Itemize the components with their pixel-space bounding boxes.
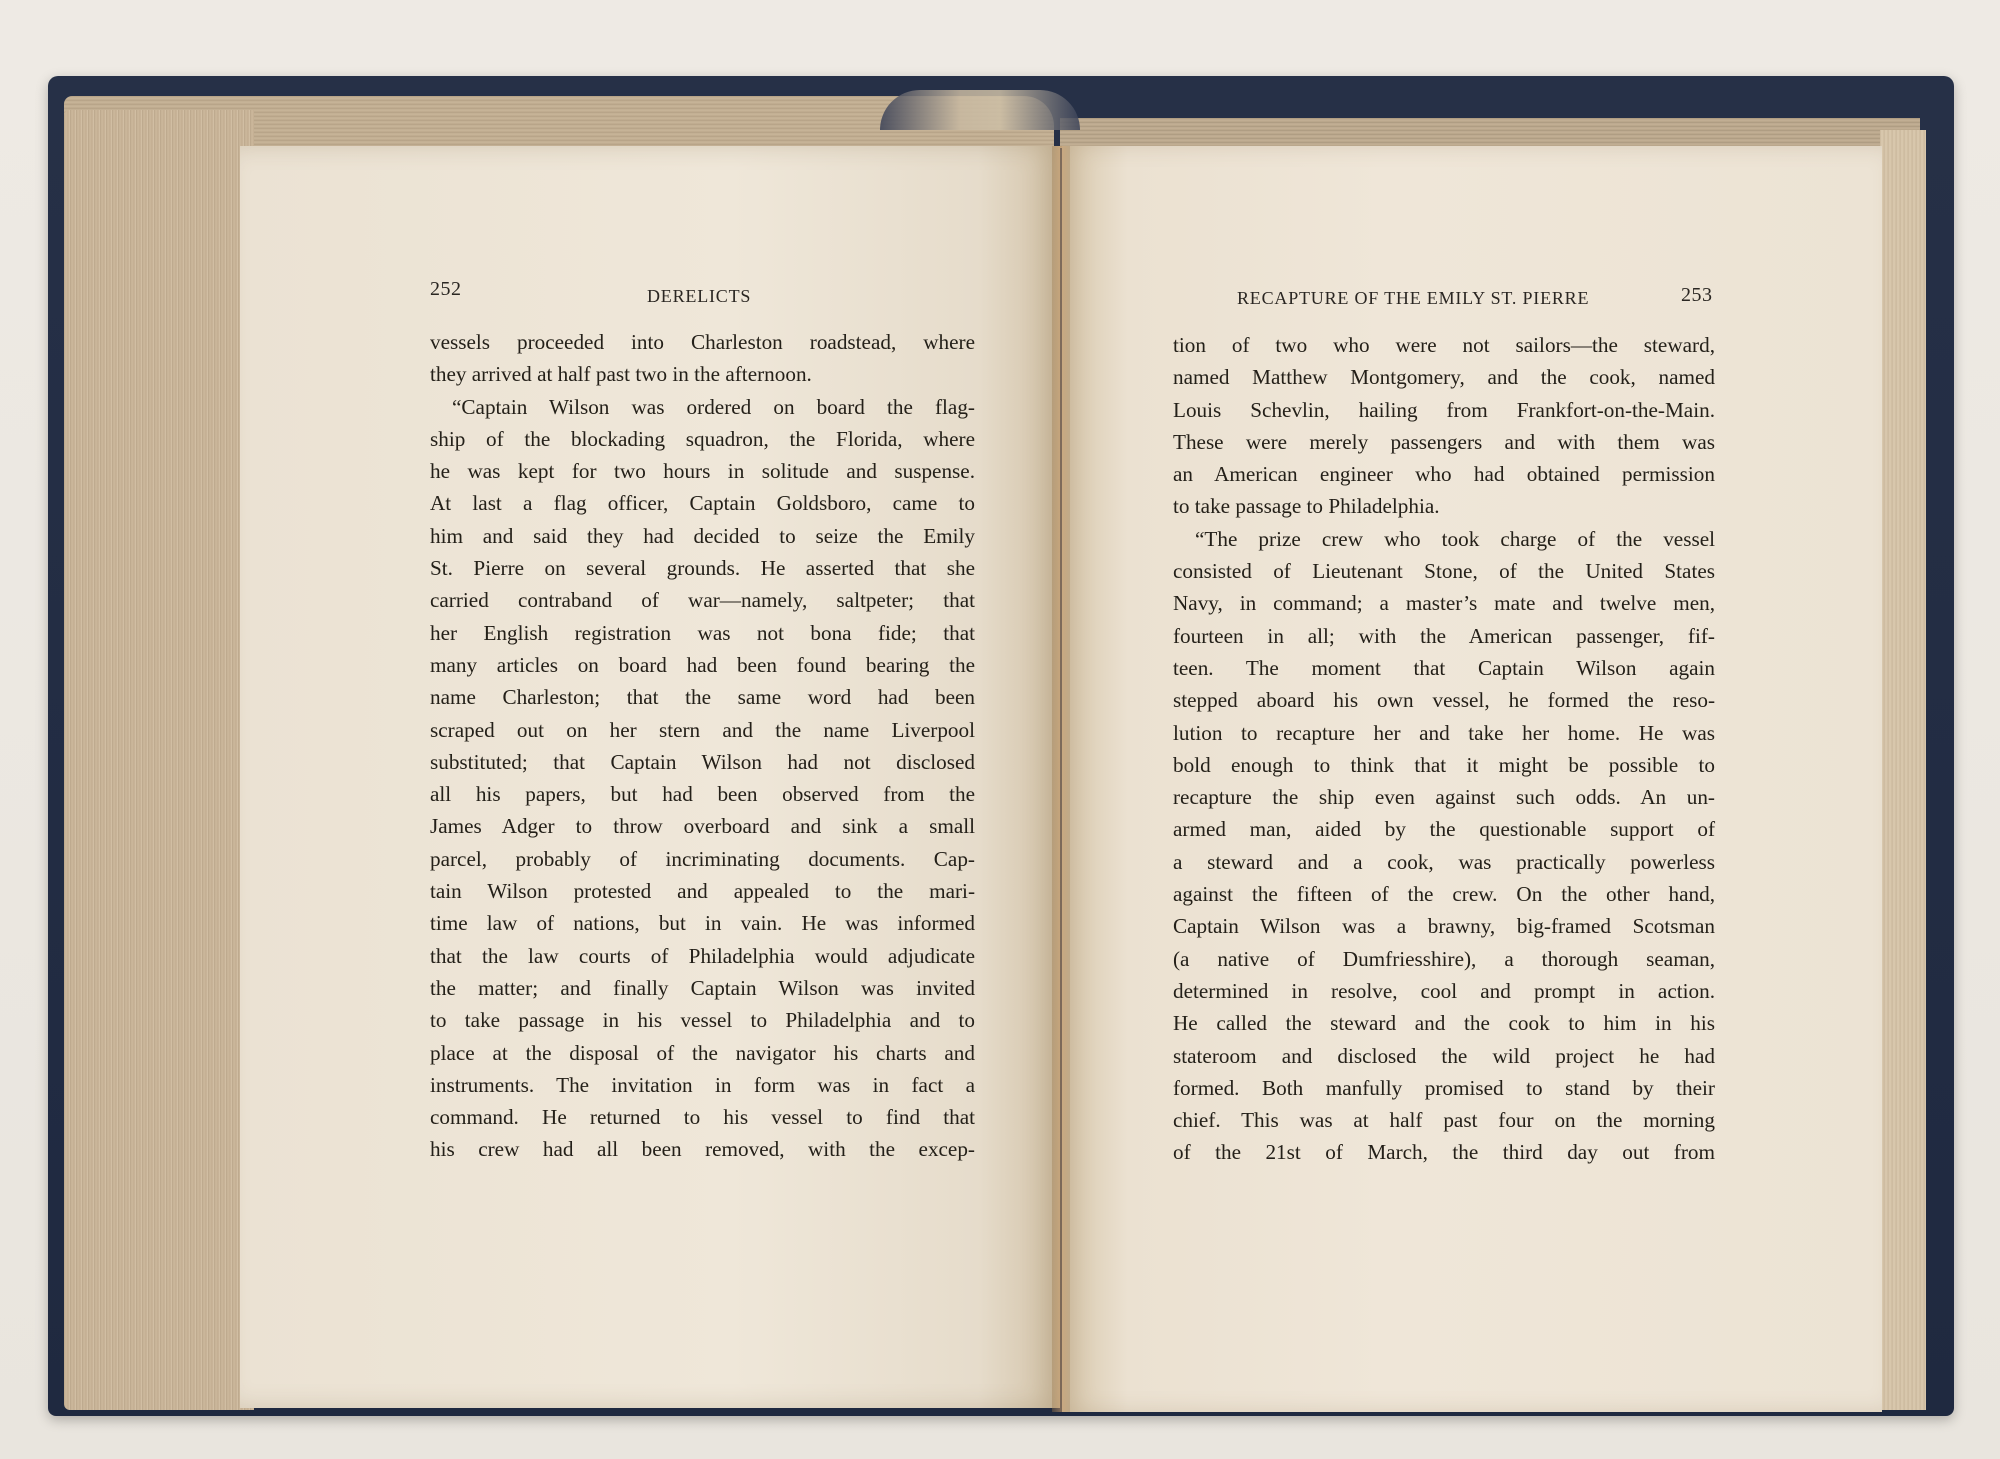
text-line: “Captain Wilson was ordered on board the flag- (452, 394, 975, 419)
text-line: determined in resolve, cool and prompt in action. (1173, 978, 1715, 1003)
text-line: that the law courts of Philadelphia would adjudicate (430, 943, 975, 968)
text-line: place at the disposal of the navigator his charts and (430, 1040, 975, 1065)
text-line: recapture the ship even against such odds. An un- (1173, 785, 1715, 810)
text-line: her English registration was not bona fide; that (430, 620, 975, 645)
text-line: substituted; that Captain Wilson had not disclosed (430, 749, 975, 774)
text-line: the matter; and finally Captain Wilson was invited (430, 975, 975, 1000)
page-edges-top-right (1060, 118, 1920, 148)
left-page-number: 252 (430, 278, 462, 300)
text-line: a steward and a cook, was practically powerless (1173, 849, 1715, 874)
text-line: Navy, in command; a master’s mate and twelve men, (1173, 591, 1715, 616)
text-line: many articles on board had been found bearing the (430, 652, 975, 677)
book-gutter (1052, 146, 1070, 1412)
left-page-text (430, 326, 975, 1166)
text-line: consisted of Lieutenant Stone, of the United States (1173, 559, 1715, 584)
page-edges-left (64, 110, 254, 1410)
text-line: St. Pierre on several grounds. He asserted that she (430, 556, 975, 581)
text-line: carried contraband of war—namely, saltpeter; that (430, 588, 975, 613)
text-line: vessels proceeded into Charleston roadstead, where (430, 330, 975, 354)
text-line: bold enough to think that it might be possible to (1173, 752, 1715, 777)
right-page-number: 253 (1681, 284, 1713, 306)
text-line: These were merely passengers and with them was (1173, 429, 1715, 454)
text-line: chief. This was at half past four on the morning (1173, 1108, 1715, 1133)
text-line: parcel, probably of incriminating documents. Cap- (430, 846, 975, 871)
text-line: named Matthew Montgomery, and the cook, named (1173, 365, 1715, 390)
right-page-text (1173, 329, 1715, 1169)
text-line: him and said they had decided to seize the Emily (430, 523, 975, 548)
text-line: (a native of Dumfriesshire), a thorough seaman, (1173, 946, 1715, 971)
text-line: “The prize crew who took charge of the vessel (1195, 526, 1715, 551)
text-line: an American engineer who had obtained permission (1173, 462, 1715, 487)
text-line: he was kept for two hours in solitude and suspense. (430, 459, 975, 484)
text-line: command. He returned to his vessel to find that (430, 1105, 975, 1130)
text-line: He called the steward and the cook to him in his (1173, 1011, 1715, 1036)
text-line: all his papers, but had been observed from the (430, 782, 975, 807)
text-line: name Charleston; that the same word had been (430, 685, 975, 710)
text-line: time law of nations, but in vain. He was informed (430, 911, 975, 936)
text-line: stepped aboard his own vessel, he formed the reso- (1173, 688, 1715, 713)
text-line: lution to recapture her and take her home. He was (1173, 720, 1715, 745)
text-line: instruments. The invitation in form was in fact a (430, 1072, 975, 1097)
text-line: tain Wilson protested and appealed to the mari- (430, 879, 975, 904)
text-line: Louis Schevlin, hailing from Frankfort-on-the-Main. (1173, 397, 1715, 422)
text-line: his crew had all been removed, with the excep- (430, 1137, 975, 1162)
text-line: teen. The moment that Captain Wilson again (1173, 655, 1715, 680)
text-line: of the 21st of March, the third day out from (1173, 1140, 1715, 1165)
text-line: stateroom and disclosed the wild project he had (1173, 1043, 1715, 1068)
left-running-head: DERELICTS (647, 286, 752, 306)
text-line: James Adger to throw overboard and sink a small (430, 814, 975, 839)
text-line: to take passage in his vessel to Philadelphia and to (430, 1008, 975, 1033)
page-edges-right (1880, 130, 1926, 1410)
text-line: scraped out on her stern and the name Liverpool (430, 717, 975, 742)
text-line: formed. Both manfully promised to stand by their (1173, 1075, 1715, 1100)
text-line: At last a flag officer, Captain Goldsboro, came to (430, 491, 975, 516)
text-line: Captain Wilson was a brawny, big-framed Scotsman (1173, 914, 1715, 939)
book-spine-headband (880, 90, 1080, 130)
text-line: armed man, aided by the questionable support of (1173, 817, 1715, 842)
text-line: tion of two who were not sailors—the steward, (1173, 333, 1715, 357)
right-running-head: RECAPTURE OF THE EMILY ST. PIERRE (1237, 288, 1590, 308)
text-line: ship of the blockading squadron, the Florida, where (430, 426, 975, 451)
text-line: against the fifteen of the crew. On the other hand, (1173, 882, 1715, 907)
text-line: they arrived at half past two in the afternoon. (430, 362, 812, 387)
text-line: to take passage to Philadelphia. (1173, 494, 1440, 519)
text-line: fourteen in all; with the American passenger, fif- (1173, 623, 1715, 648)
